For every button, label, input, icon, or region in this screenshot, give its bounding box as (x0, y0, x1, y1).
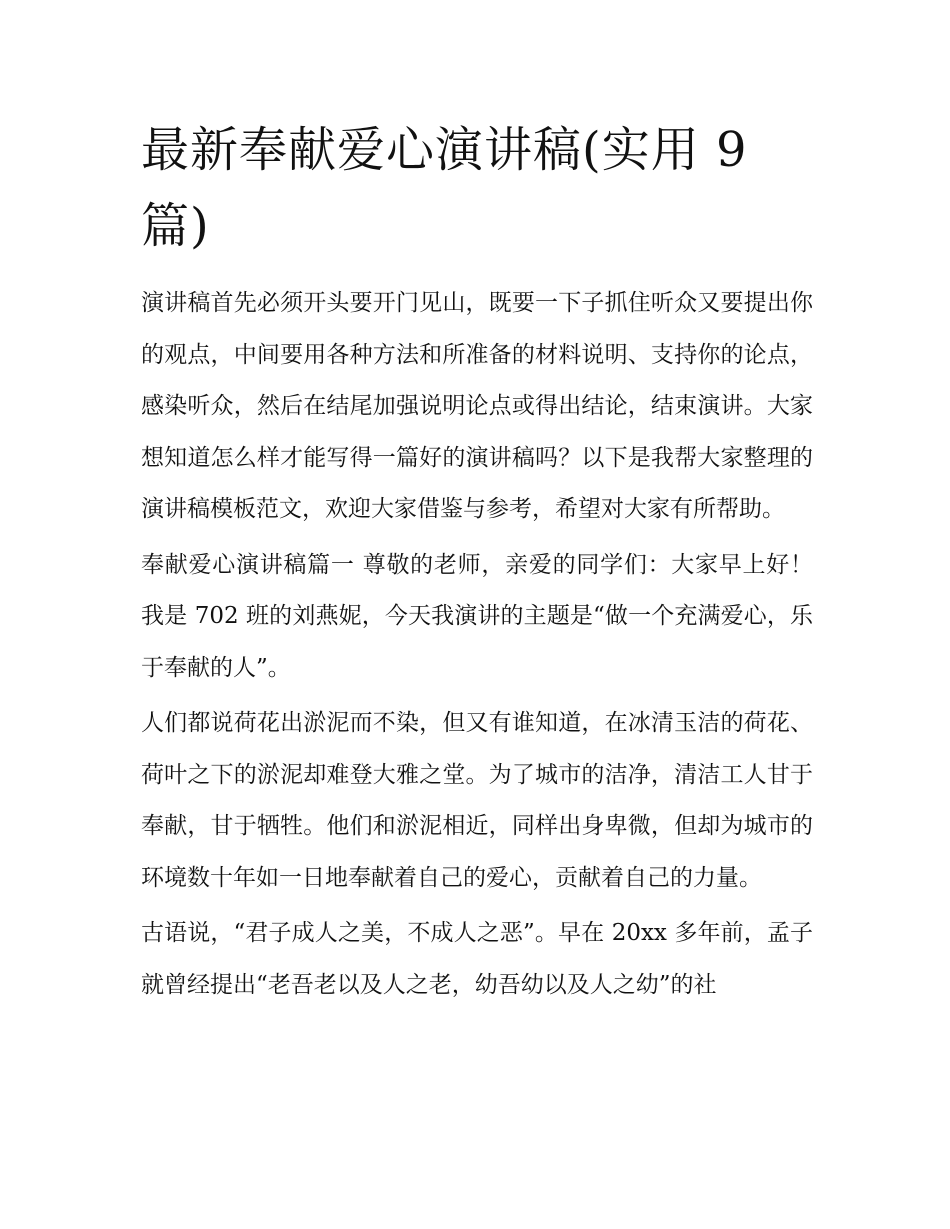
paragraph-lotus: 人们都说荷花出淤泥而不染，但又有谁知道，在冰清玉洁的荷花、荷叶之下的淤泥却难登大雅之堂。为了城市的洁净，清洁工人甘于奉献，甘于牺牲。他们和淤泥相近，同样出身卑微，但却为城市的环境数十年如一日地奉献着自己的爱心，贡献着自己的力量。 (141, 710, 813, 891)
paragraph-speech-one-opening: 奉献爱心演讲稿篇一 尊敬的老师，亲爱的同学们：大家早上好！ 我是 702 班的刘燕妮，今天我演讲的主题是“做一个充满爱心，乐于奉献的人”。 (141, 551, 813, 681)
document-page (141, 112, 813, 1015)
document-title: 最新奉献爱心演讲稿(实用 9 篇) (141, 122, 748, 254)
paragraph-ancient-saying: 古语说，“君子成人之美，不成人之恶”。早在 20xx 多年前，孟子就曾经提出“老吾老以及人之老，幼吾幼以及人之幼”的社 (141, 920, 813, 998)
paragraph-intro: 演讲稿首先必须开头要开门见山，既要一下子抓住听众又要提出你的观点，中间要用各种方法和所准备的材料说明、支持你的论点，感染听众，然后在结尾加强说明论点或得出结论，结束演讲。大家想知道怎么样才能写得一篇好的演讲稿吗？以下是我帮大家整理的演讲稿模板范文，欢迎大家借鉴与参考，希望对大家有所帮助。 (141, 290, 813, 522)
